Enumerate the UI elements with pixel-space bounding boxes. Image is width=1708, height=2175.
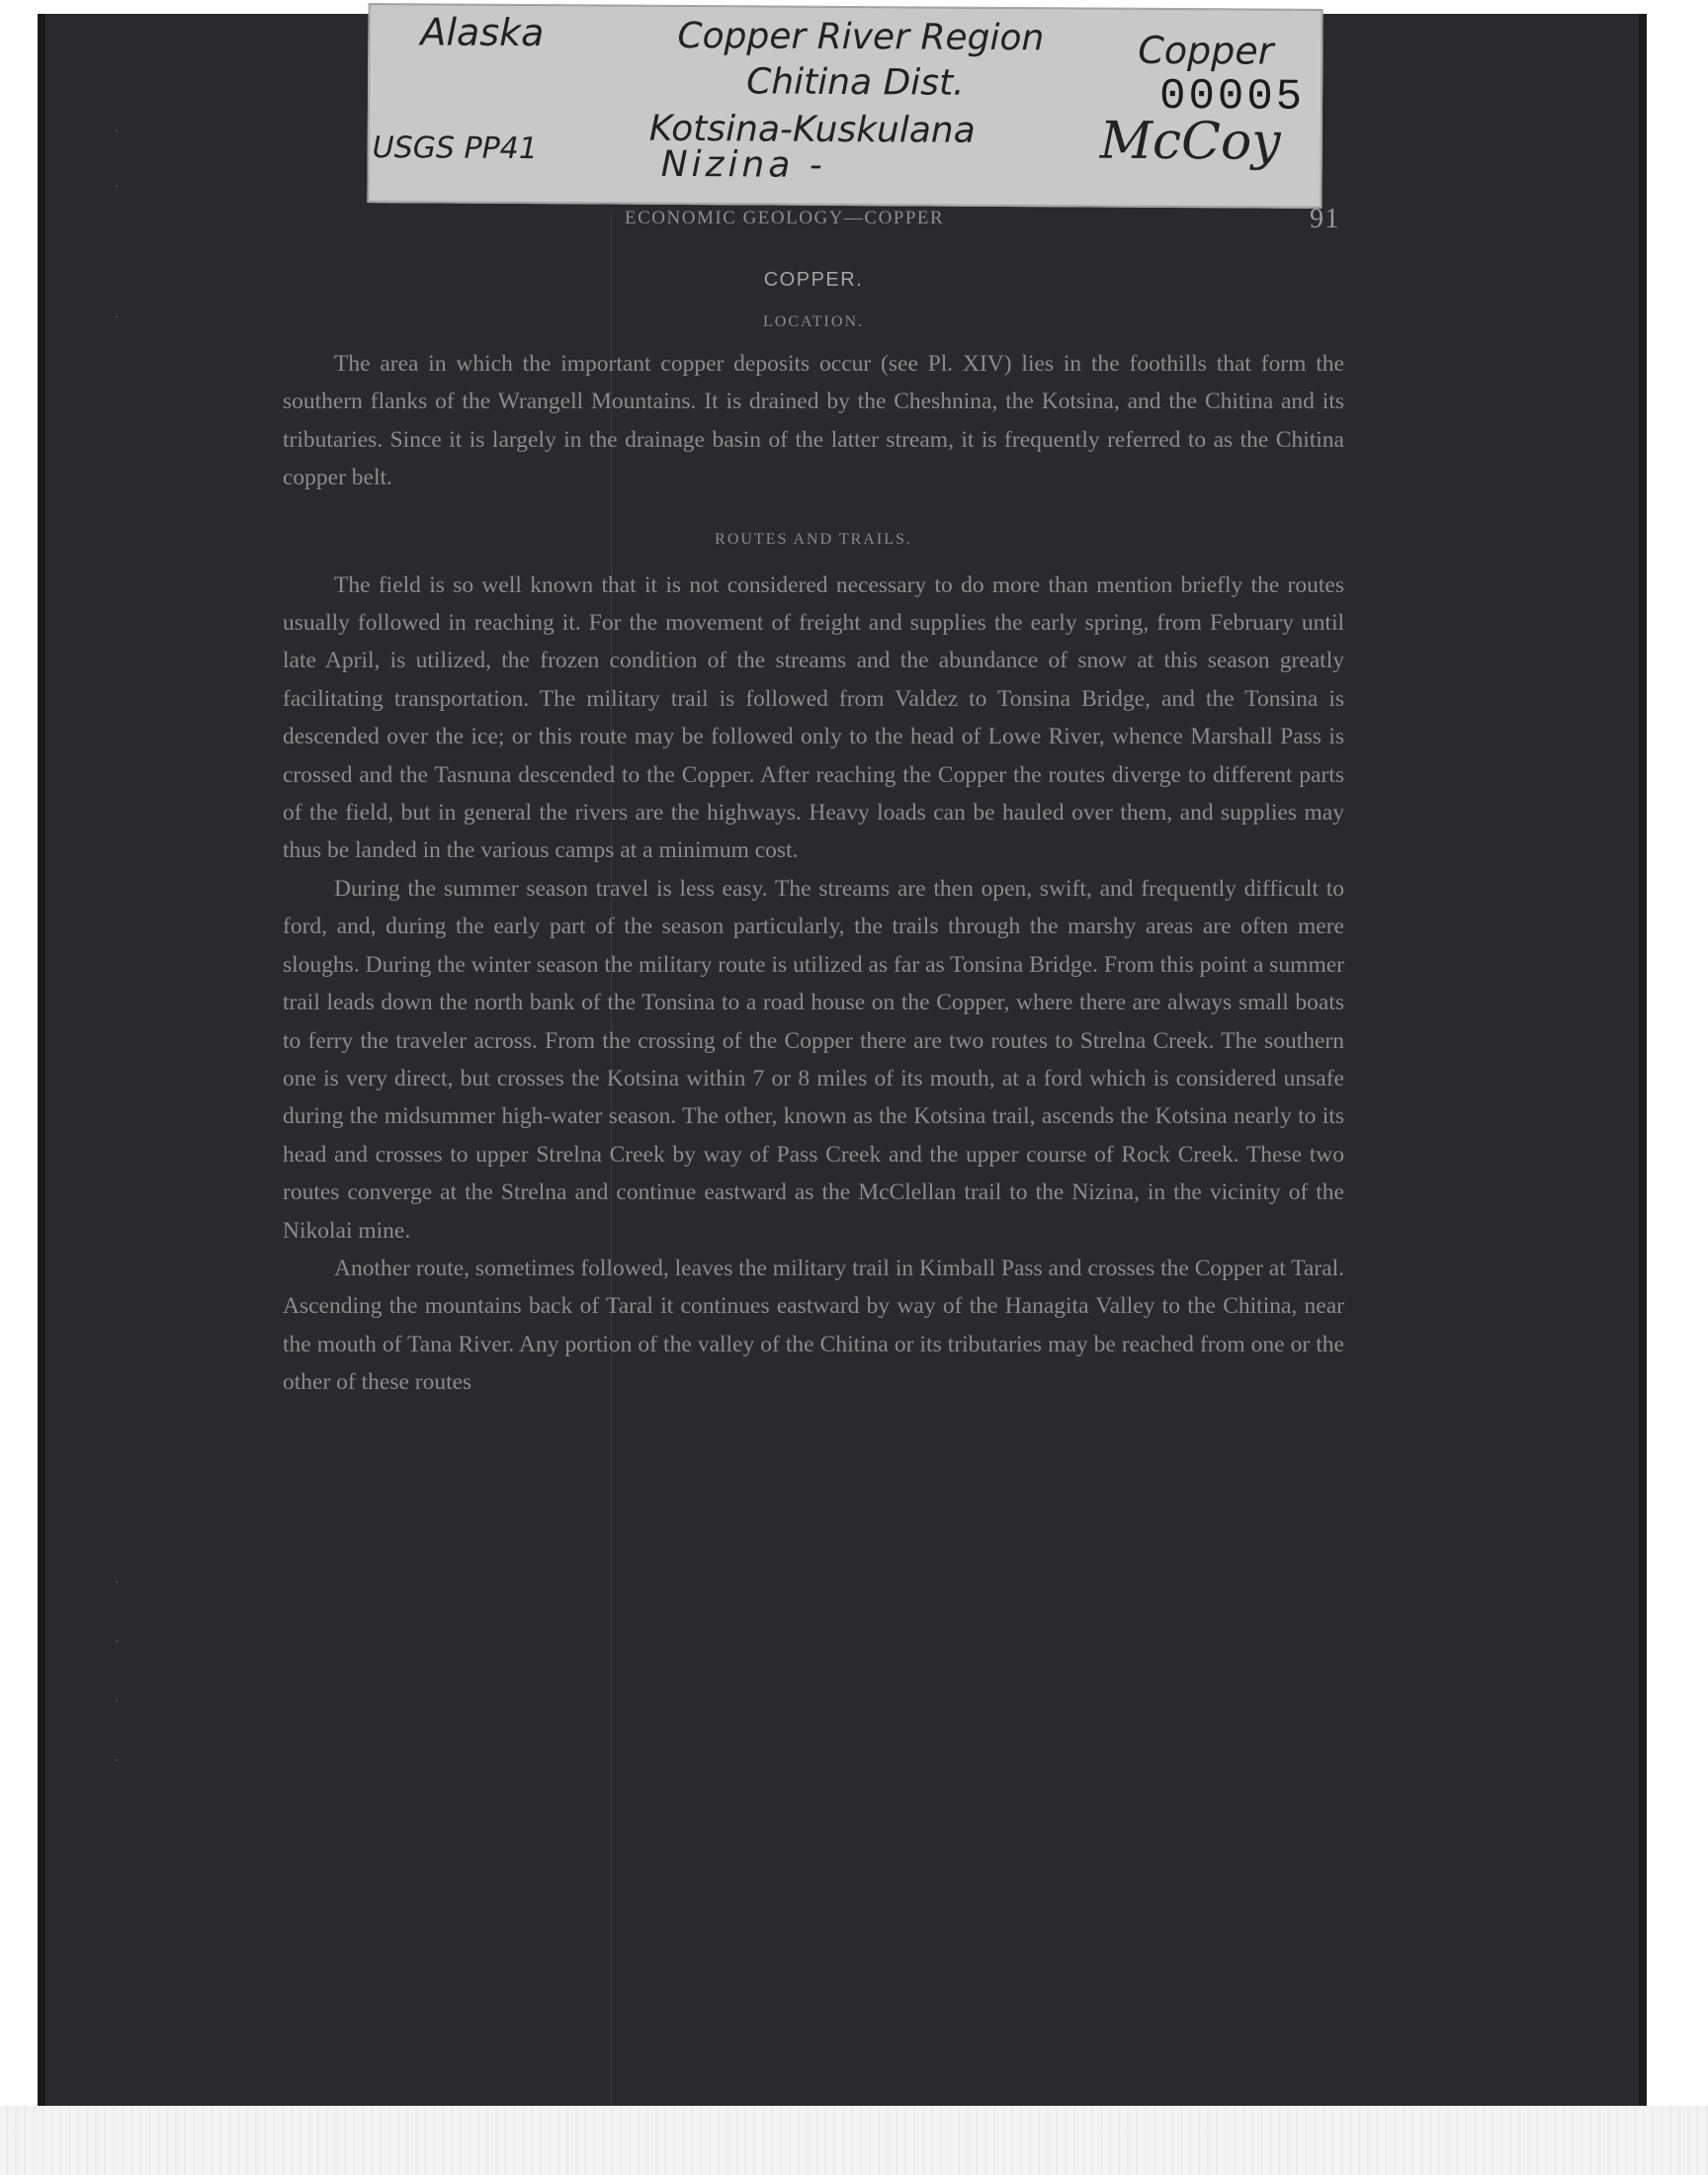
label-signature: McCoy xyxy=(1099,111,1281,172)
routes-paragraph: Another route, sometimes followed, leaves the military trail in Kimball Pass and crosses the Copper at Taral. Ascending the mountains back of Taral it continues eastward by way of the Hanagita Valley to the Chitina, near the mouth of Tana River. Any portion of the valley of the Chitina or its tributaries may be reached from one or the other of these routes xyxy=(283,1255,1344,1396)
running-head xyxy=(283,204,1344,239)
label-district: Chitina Dist. xyxy=(746,61,965,104)
label-areas: Kotsina-Kuskulana xyxy=(648,108,976,151)
location-heading: LOCATION. xyxy=(763,313,864,330)
label-source: USGS PP41 xyxy=(372,130,539,167)
scan-speck: · xyxy=(115,1754,120,1769)
scan-speck: · xyxy=(115,310,120,325)
printed-page-body xyxy=(283,204,1344,1402)
scan-speck: · xyxy=(115,1576,120,1591)
scan-speck: · xyxy=(115,125,120,139)
label-commodity: Copper xyxy=(1138,28,1274,73)
label-areas-continued: Nizina - xyxy=(660,143,826,186)
running-head-title: ECONOMIC GEOLOGY—COPPER xyxy=(625,208,945,228)
label-region: Copper River Region xyxy=(677,15,1045,59)
handwritten-label-card xyxy=(367,3,1323,209)
page-number: 91 xyxy=(1310,204,1340,234)
scan-speck: · xyxy=(115,1695,120,1709)
scan-speck: · xyxy=(115,180,120,195)
section-title: COPPER. xyxy=(763,269,864,291)
routes-paragraph: During the summer season travel is less easy. The streams are then open, swift, and frequently difficult to ford, and, during the early part of the season particularly, the trails through the marshy areas are often mere sloughs. During the winter season the military route is utilized as far as Tonsina Bridge. From this point a summer trail leads down the north bank of the Tonsina to a road house on the Copper, where there are always small boats to ferry the traveler across. From the crossing of the Copper there are two routes to Strelna Creek. The southern one is very direct, but crosses the Kotsina within 7 or 8 miles of its mouth, at a ford which is considered unsafe during the midsummer high-water season. The other, known as the Kotsina trail, ascends the Kotsina nearly to its head and crosses to upper Strelna Creek by way of Pass Creek and the upper course of Rock Creek. These two routes converge at the Strelna and continue eastward as the McClellan trail to the Nizina, in the vicinity of the Nikolai mine. xyxy=(283,875,1344,1244)
location-paragraph: The area in which the important copper deposits occur (see Pl. XIV) lies in the foothills that form the southern flanks of the Wrangell Mountains. It is drained by the Cheshnina, the Kotsina, and the Chitina and its tributaries. Since it is largely in the drainage basin of the latter stream, it is frequently referred to as the Chitina copper belt. xyxy=(283,351,1344,491)
label-record-number: 00005 xyxy=(1158,71,1306,123)
scanner-bed-strip xyxy=(0,2106,1708,2175)
scan-speck: · xyxy=(115,1635,120,1650)
label-state: Alaska xyxy=(420,10,545,55)
routes-heading: ROUTES AND TRAILS. xyxy=(715,530,912,548)
routes-paragraph: The field is so well known that it is not considered necessary to do more than mention briefly the routes usually followed in reaching it. For the movement of freight and supplies the early spring, from February until late April, is utilized, the frozen condition of the streams and the abundance of snow at this season greatly facilitating transportation. The military trail is followed from Valdez to Tonsina Bridge, and the Tonsina is descended over the ice; or this route may be followed only to the head of Lowe River, whence Marshall Pass is crossed and the Tasnuna descended to the Copper. After reaching the Copper the routes diverge to different parts of the field, but in general the rivers are the highways. Heavy loads can be hauled over them, and supplies may thus be landed in the various camps at a minimum cost. xyxy=(283,571,1344,864)
